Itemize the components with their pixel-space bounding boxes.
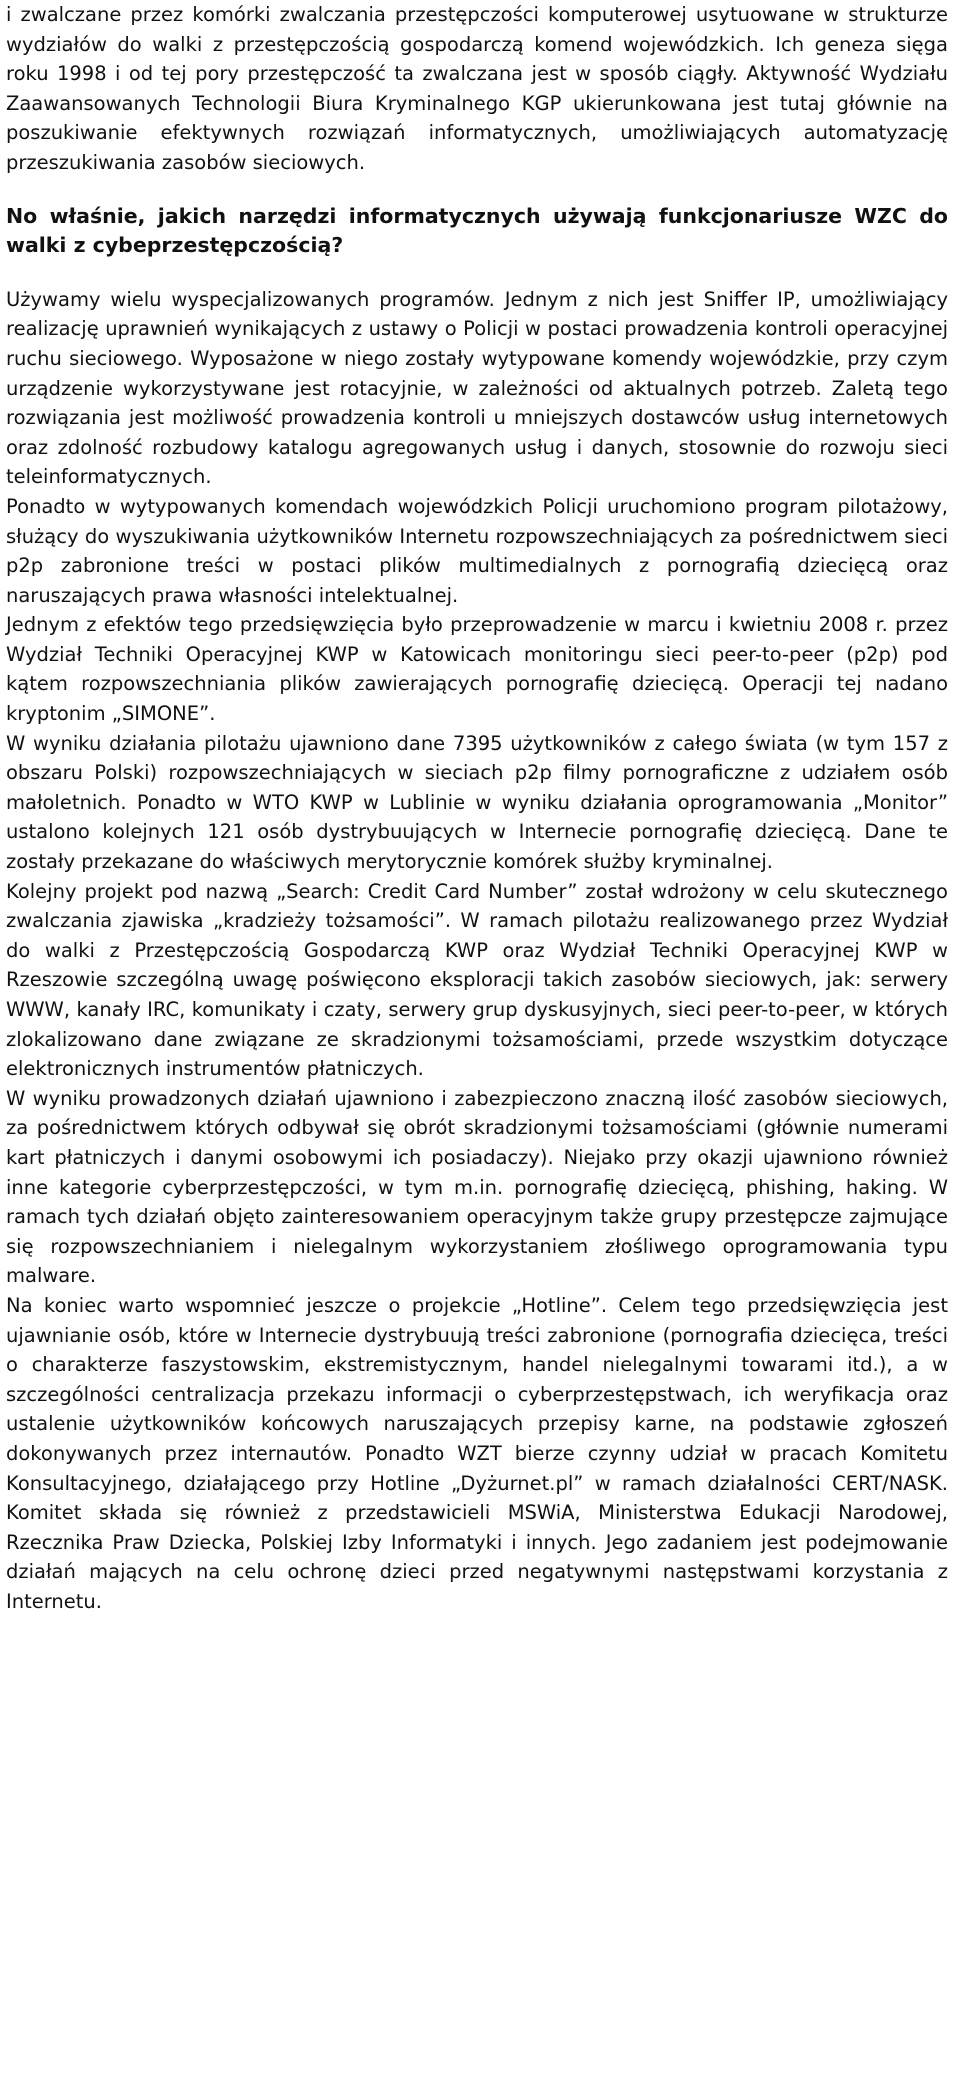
answer-paragraph-7: Na koniec warto wspomnieć jeszcze o projekcie „Hotline”. Celem tego przedsięwzięcia jest ujawnianie osób, które w Internecie dystrybuują treści zabronione (pornografia dziecięca, treści o charakterze faszystowskim, ekstremistycznym, handel nielegalnymi towarami itd.), a w szczególności centralizacja przekazu informacji o cyberprzestępstwach, ich weryfikacja oraz ustalenie użytkowników końcowych naruszających przepisy karne, na podstawie zgłoszeń dokonywanych przez internautów. Ponadto WZT bierze czynny udział w pracach Komitetu Konsultacyjnego, działającego przy Hotline „Dyżurnet.pl” w ramach działalności CERT/NASK. Komitet składa się również z przedstawicieli MSWiA, Ministerstwa Edukacji Narodowej, Rzecznika Praw Dziecka, Polskiej Izby Informatyki i innych. Jego zadaniem jest podejmowanie działań mających na celu ochronę dzieci przed negatywnymi następstwami korzystania z Internetu. [6, 1293, 948, 1613]
spacer [6, 178, 948, 202]
intro-paragraph: i zwalczane przez komórki zwalczania przestępczości komputerowej usytuowane w strukturze wydziałów do walki z przestępczością gospodarczą komend wojewódzkich. Ich geneza sięga roku 1998 i od tej pory przestępczość ta zwalczana jest w sposób ciągły. Aktywność Wydziału Zaawansowanych Technologii Biura Kryminalnego KGP ukierunkowana jest tutaj głównie na poszukiwanie efektywnych rozwiązań informatycznych, umożliwiających automatyzację przeszukiwania zasobów sieciowych. [6, 3, 948, 174]
answer-paragraph-3: Jednym z efektów tego przedsięwzięcia było przeprowadzenie w marcu i kwietniu 2008 r. przez Wydział Techniki Operacyjnej KWP w Katowicach monitoringu sieci peer-to-peer (p2p) pod kątem rozpowszechniania plików zawierających pornografię dziecięcą. Operacji tej nadano kryptonim „SIMONE”. [6, 613, 948, 726]
interview-question: No właśnie, jakich narzędzi informatycznych używają funkcjonariusze WZC do walki z cybeprzestępczością? [6, 203, 948, 258]
answer-paragraph-6: W wyniku prowadzonych działań ujawniono i zabezpieczono znaczną ilość zasobów sieciowych, za pośrednictwem których odbywał się obrót skradzionymi tożsamościami (głównie numerami kart płatniczych i danymi osobowymi ich posiadaczy). Niejako przy okazji ujawniono również inne kategorie cyberprzestępczości, w tym m.in. pornografię dziecięcą, phishing, haking. W ramach tych działań objęto zainteresowaniem operacyjnym także grupy przestępcze zajmujące się rozpowszechnianiem i nielegalnym wykorzystaniem złośliwego oprogramowania typu malware. [6, 1086, 948, 1288]
answer-paragraph-4: W wyniku działania pilotażu ujawniono dane 7395 użytkowników z całego świata (w tym 157 z obszaru Polski) rozpowszechniających w sieciach p2p filmy pornograficzne z udziałem osób małoletnich. Ponadto w WTO KWP w Lublinie w wyniku działania oprogramowania „Monitor” ustalono kolejnych 121 osób dystrybuujących w Internecie pornografię dziecięcą. Dane te zostały przekazane do właściwych merytorycznie komórek służby kryminalnej. [6, 731, 948, 874]
answer-paragraph-2: Ponadto w wytypowanych komendach wojewódzkich Policji uruchomiono program pilotażowy, służący do wyszukiwania użytkowników Internetu rozpowszechniających za pośrednictwem sieci p2p zabronione treści w postaci plików multimedialnych z pornografią dziecięcą oraz naruszających prawa własności intelektualnej. [6, 494, 948, 607]
spacer [6, 261, 948, 285]
answer-paragraph-5: Kolejny projekt pod nazwą „Search: Credit Card Number” został wdrożony w celu skutecznego zwalczania zjawiska „kradzieży tożsamości”. W ramach pilotażu realizowanego przez Wydział do walki z Przestępczością Gospodarczą KWP oraz Wydział Techniki Operacyjnej KWP w Rzeszowie szczególną uwagę poświęcono eksploracji takich zasobów sieciowych, jak: serwery WWW, kanały IRC, komunikaty i czaty, serwery grup dyskusyjnych, sieci peer-to-peer, w których zlokalizowano dane związane ze skradzionymi tożsamościami, przede wszystkim dotyczące elektronicznych instrumentów płatniczych. [6, 879, 948, 1081]
answer-paragraph-1: Używamy wielu wyspecjalizowanych programów. Jednym z nich jest Sniffer IP, umożliwiający realizację uprawnień wynikających z ustawy o Policji w postaci prowadzenia kontroli operacyjnej ruchu sieciowego. Wyposażone w niego zostały wytypowane komendy wojewódzkie, przy czym urządzenie wykorzystywane jest rotacyjnie, w zależności od aktualnych potrzeb. Zaletą tego rozwiązania jest możliwość prowadzenia kontroli u mniejszych dostawców usług internetowych oraz zdolność rozbudowy katalogu agregowanych usług i danych, stosownie do rozwoju sieci teleinformatycznych. [6, 287, 948, 489]
